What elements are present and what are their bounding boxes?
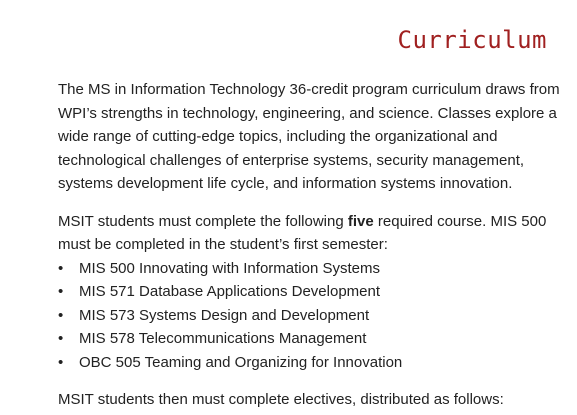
bullet-icon: •	[58, 330, 64, 347]
bullet-icon: •	[58, 283, 64, 300]
required-course-list	[58, 257, 563, 375]
required-courses-paragraph	[58, 210, 563, 257]
course-label: MIS 500 Innovating with Information Systems	[79, 259, 380, 277]
electives-paragraph: MSIT students then must complete electives, distributed as follows:	[58, 391, 504, 408]
bullet-icon: •	[58, 259, 64, 277]
course-list-item	[58, 351, 563, 375]
course-label: MIS 573 Systems Design and Development	[79, 306, 370, 324]
course-label: MIS 571 Database Applications Development	[79, 283, 381, 300]
course-list-item	[58, 257, 563, 281]
intro-paragraph: The MS in Information Technology 36-credit program curriculum draws from WPI’s strengths in technology, engineering, and science. Classes explore a wide range of cutting-edge topics, including the organizational and technological challenges of enterprise systems, security management, systems development life cycle, and information systems innovation.	[58, 81, 560, 192]
curriculum-content	[58, 78, 563, 412]
required-text-after: required course. MIS 500 must be completed in the student’s first semester:	[58, 212, 547, 253]
required-count-emphasis: five	[347, 212, 374, 230]
course-list-item	[58, 304, 563, 328]
bullet-icon: •	[58, 306, 64, 324]
course-list-item	[58, 280, 563, 304]
course-list-item	[58, 327, 563, 351]
bullet-icon: •	[58, 353, 64, 371]
course-label: MIS 578 Telecommunications Management	[79, 330, 367, 347]
course-label: OBC 505 Teaming and Organizing for Innovation	[79, 353, 403, 371]
required-text-before: MSIT students must complete the following	[58, 212, 348, 230]
page-title: Curriculum	[397, 26, 547, 54]
